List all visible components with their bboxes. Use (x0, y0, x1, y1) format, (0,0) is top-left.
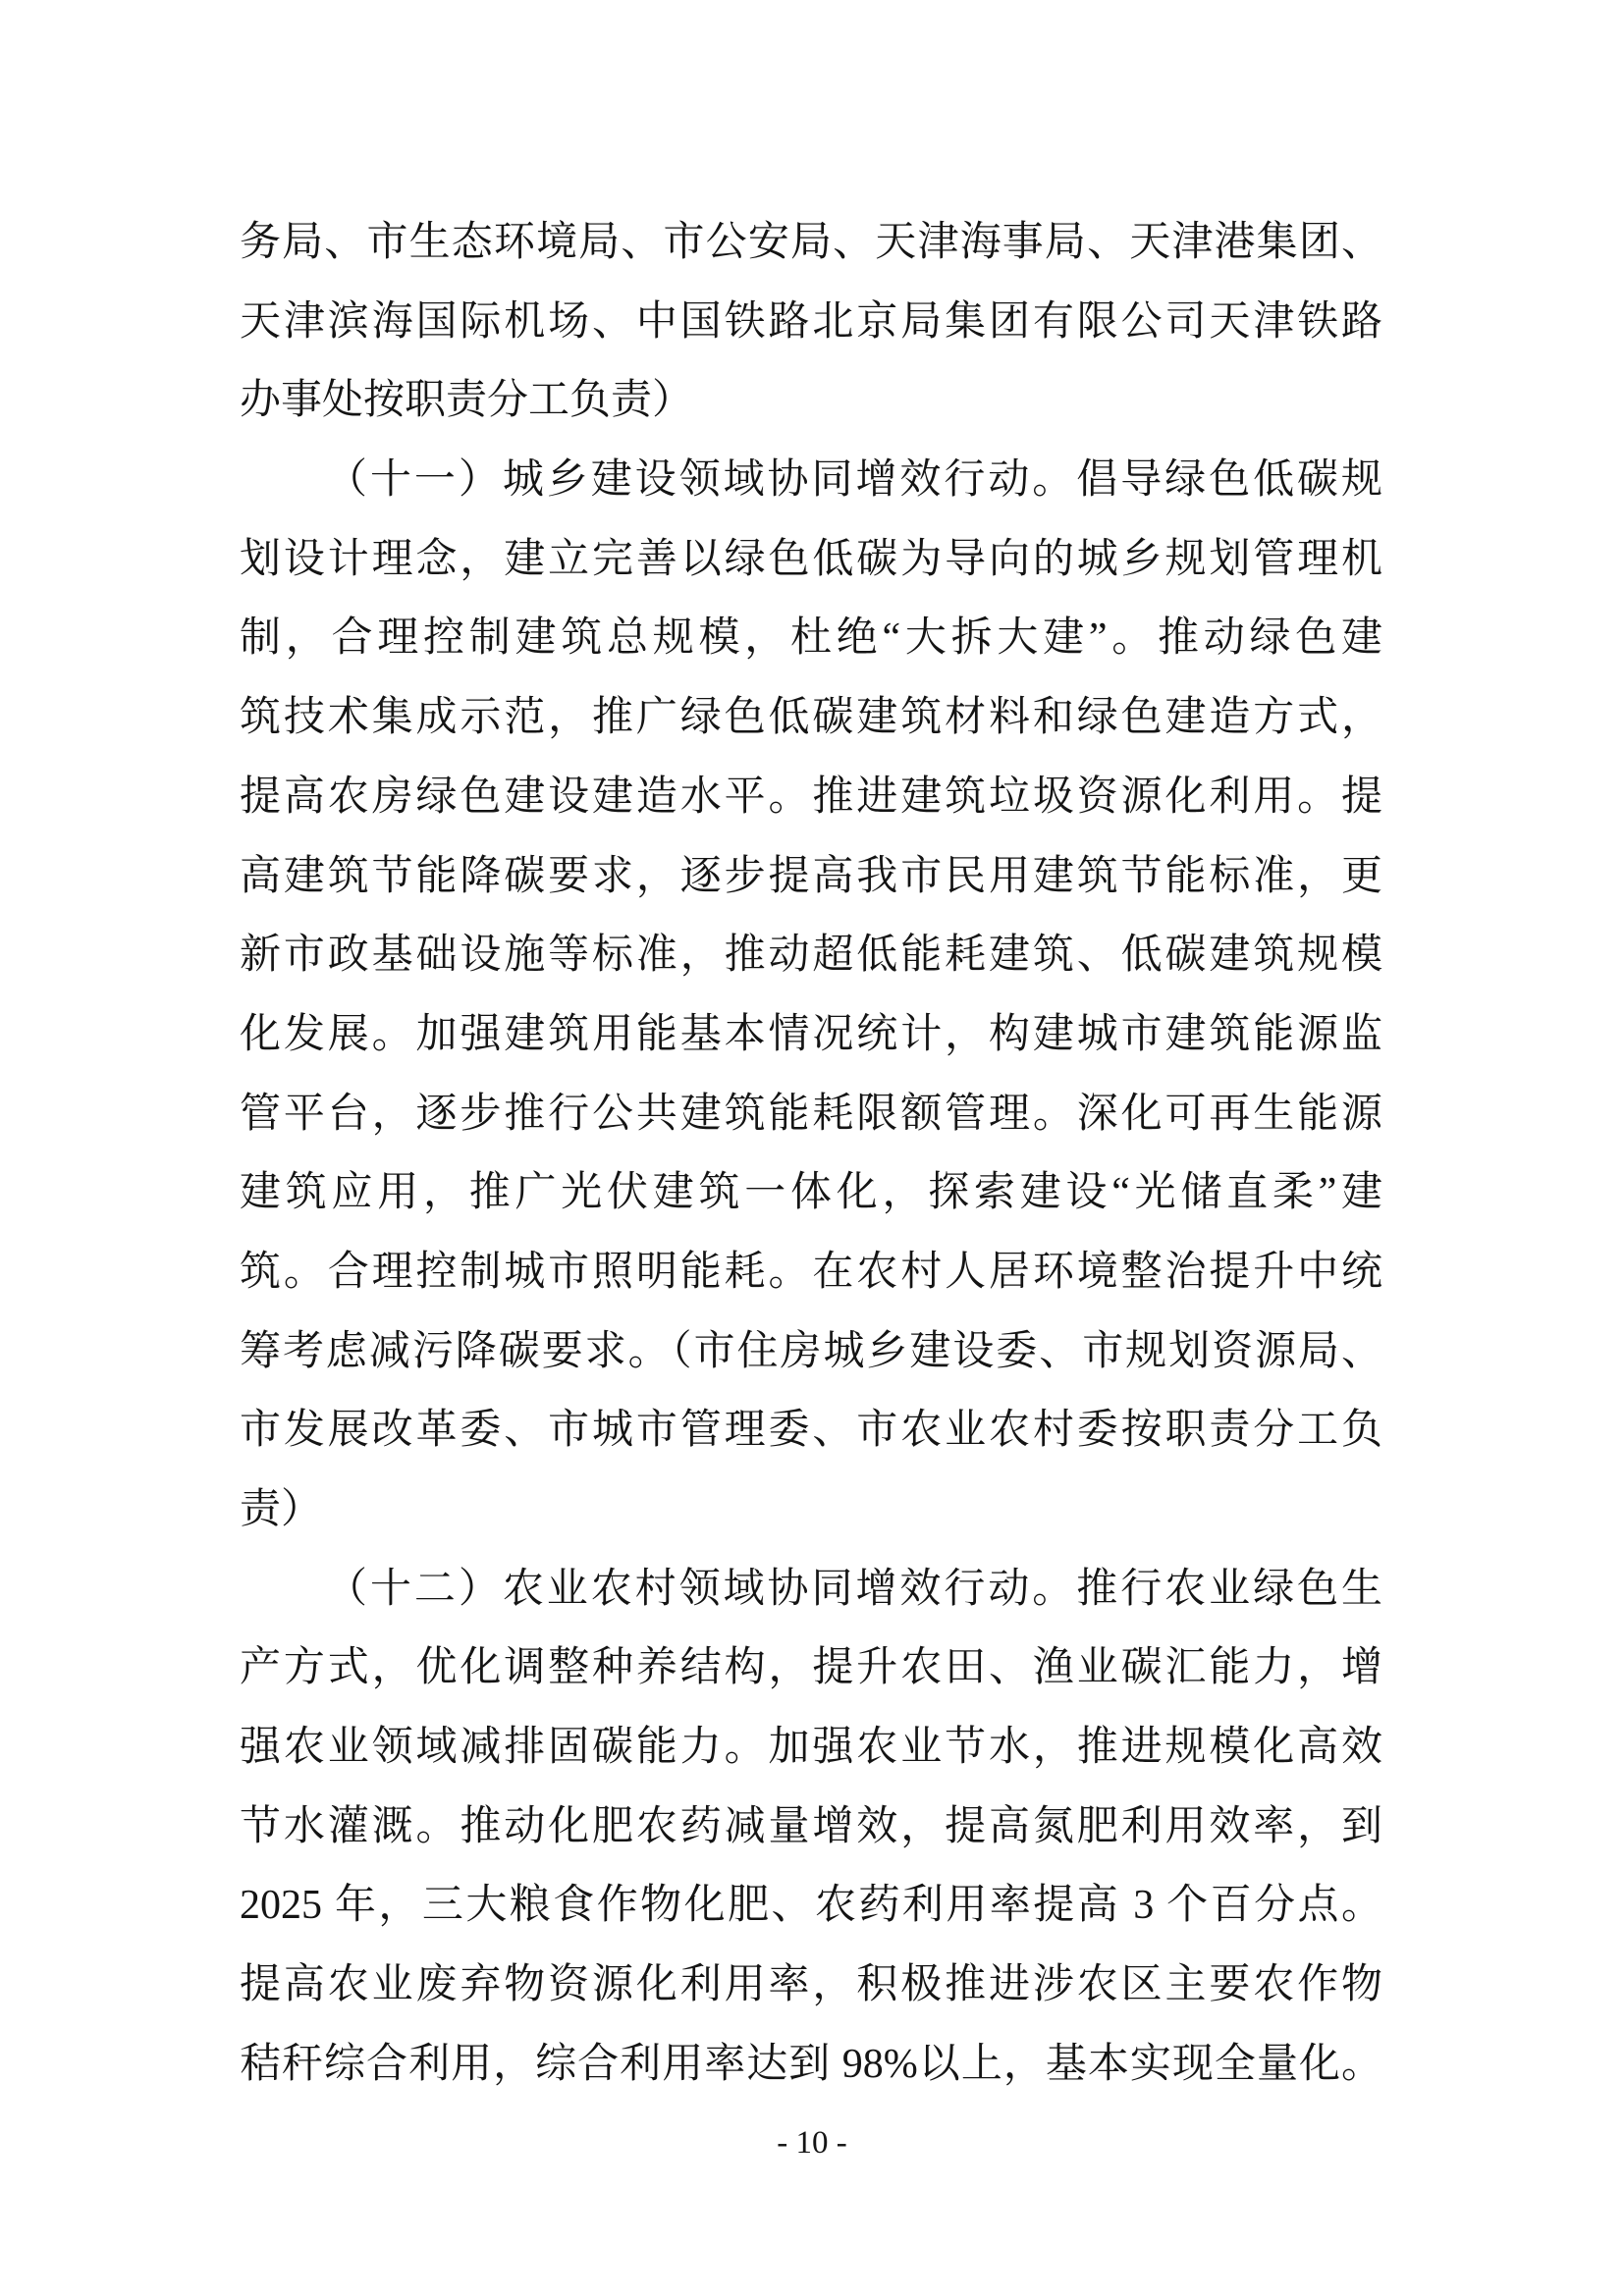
text-line: 务局、市生态环境局、市公安局、天津海事局、天津港集团、 (240, 220, 1382, 265)
section-12-lead-line (240, 1550, 1382, 1629)
text-line: 市发展改革委、市城市管理委、市农业农村委按职责分工负 (240, 1408, 1382, 1454)
section-12-lead-rest: 推行农业绿色生 (1076, 1566, 1382, 1612)
page-number: - 10 - (777, 2125, 847, 2161)
text-line: 化发展。加强建筑用能基本情况统计，构建城市建筑能源监 (240, 1011, 1382, 1057)
text-line: 强农业领域减排固碳能力。加强农业节水，推进规模化高效 (240, 1725, 1382, 1771)
section-11-heading: （十一）城乡建设领域协同增效行动。 (326, 457, 1077, 504)
text-line: 办事处按职责分工负责） (240, 378, 694, 424)
text-line: 筹考虑减污降碳要求。（市住房城乡建设委、市规划资源局、 (240, 1328, 1382, 1374)
text-line: 新市政基础设施等标准，推动超低能耗建筑、低碳建筑规模 (240, 933, 1382, 979)
text-line: 秸秆综合利用，综合利用率达到 98%以上，基本实现全量化。 (240, 2041, 1382, 2087)
text-line: 管平台，逐步推行公共建筑能耗限额管理。深化可再生能源 (240, 1091, 1382, 1137)
section-11-lead-rest: 倡导绿色低碳规 (1076, 457, 1382, 504)
section-12-heading: （十二）农业农村领域协同增效行动。 (326, 1566, 1077, 1612)
text-line: 建筑应用，推广光伏建筑一体化，探索建设“光储直柔”建 (240, 1170, 1382, 1216)
text-line: 2025 年，三大粮食作物化肥、农药利用率提高 3 个百分点。 (240, 1883, 1382, 1929)
section-11-lead-line (240, 441, 1382, 520)
text-line: 筑技术集成示范，推广绿色低碳建筑材料和绿色建造方式， (240, 695, 1382, 741)
text-line: 责） (240, 1487, 323, 1532)
text-line: 产方式，优化调整种养结构，提升农田、渔业碳汇能力，增 (240, 1645, 1382, 1691)
text-line: 制，合理控制建筑总规模，杜绝“大拆大建”。推动绿色建 (240, 615, 1382, 662)
document-body (240, 203, 1382, 2105)
text-line: 节水灌溉。推动化肥农药减量增效，提高氮肥利用效率，到 (240, 1803, 1382, 1849)
text-line: 高建筑节能降碳要求，逐步提高我市民用建筑节能标准，更 (240, 853, 1382, 899)
text-line: 提高农业废弃物资源化利用率，积极推进涉农区主要农作物 (240, 1962, 1382, 2008)
text-line: 划设计理念，建立完善以绿色低碳为导向的城乡规划管理机 (240, 536, 1382, 582)
text-line: 天津滨海国际机场、中国铁路北京局集团有限公司天津铁路 (240, 298, 1382, 345)
text-line: 筑。合理控制城市照明能耗。在农村人居环境整治提升中统 (240, 1249, 1382, 1295)
text-line: 提高农房绿色建设建造水平。推进建筑垃圾资源化利用。提 (240, 774, 1382, 820)
